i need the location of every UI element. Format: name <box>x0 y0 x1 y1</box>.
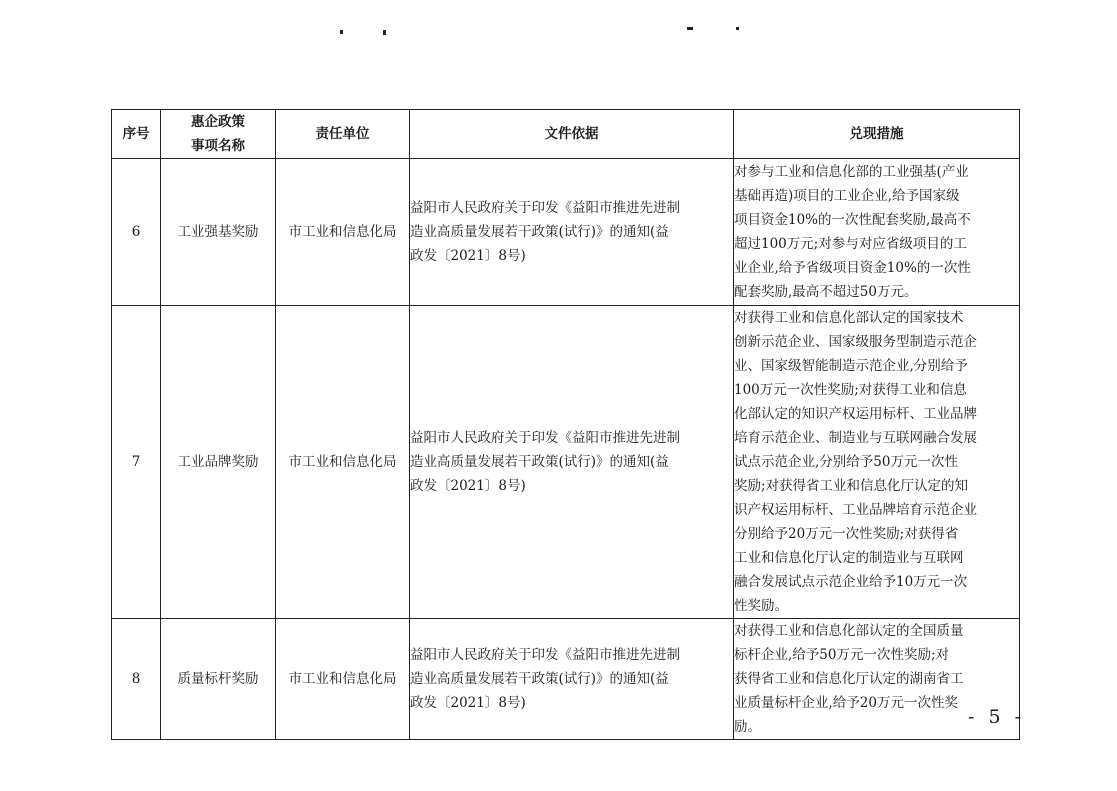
scan-speck <box>383 30 386 35</box>
measure-line: 创新示范企业、国家级服务型制造示范企 <box>734 334 977 350</box>
row-policy-name: 质量标杆奖励 <box>161 619 276 740</box>
header-policy-name-line2: 事项名称 <box>191 138 245 154</box>
row-seq: 6 <box>112 159 161 306</box>
measure-line: 超过100万元;对参与对应省级项目的工 <box>734 236 967 252</box>
measure-line: 标杆企业,给予50万元一次性奖励;对 <box>734 647 950 663</box>
measure-line: 化部认定的知识产权运用标杆、工业品牌 <box>734 406 977 422</box>
scan-speck <box>340 30 343 34</box>
row-policy-name: 工业强基奖励 <box>161 159 276 306</box>
row-measures <box>734 306 1020 619</box>
row-seq: 8 <box>112 619 161 740</box>
row-responsible-unit: 市工业和信息化局 <box>276 159 410 306</box>
table-row <box>112 306 1020 619</box>
measure-line: 培育示范企业、制造业与互联网融合发展 <box>734 430 977 446</box>
row-responsible-unit: 市工业和信息化局 <box>276 619 410 740</box>
row-measures <box>734 159 1020 306</box>
measure-line: 对参与工业和信息化部的工业强基(产业 <box>734 164 969 180</box>
basis-line: 造业高质量发展若干政策(试行)》的通知(益 <box>410 454 669 470</box>
header-document-basis: 文件依据 <box>410 110 734 159</box>
basis-line: 造业高质量发展若干政策(试行)》的通知(益 <box>410 224 669 240</box>
row-responsible-unit: 市工业和信息化局 <box>276 306 410 619</box>
header-responsible-unit: 责任单位 <box>276 110 410 159</box>
basis-line: 造业高质量发展若干政策(试行)》的通知(益 <box>410 671 669 687</box>
measure-line: 业质量标杆企业,给予20万元一次性奖 <box>734 695 958 711</box>
row-document-basis <box>410 619 734 740</box>
measure-line: 分别给予20万元一次性奖励;对获得省 <box>734 526 959 542</box>
measure-line: 获得省工业和信息化厅认定的湖南省工 <box>734 671 964 687</box>
basis-line: 政发〔2021〕8号) <box>410 478 526 494</box>
measure-line: 业、国家级智能制造示范企业,分别给予 <box>734 358 968 374</box>
header-policy-name-line1: 惠企政策 <box>191 114 245 130</box>
table-row <box>112 619 1020 740</box>
basis-line: 益阳市人民政府关于印发《益阳市推进先进制 <box>410 647 680 663</box>
row-document-basis <box>410 159 734 306</box>
row-policy-name: 工业品牌奖励 <box>161 306 276 619</box>
measure-line: 励。 <box>734 719 761 735</box>
measure-line: 工业和信息化厅认定的制造业与互联网 <box>734 550 964 566</box>
scan-speck <box>687 27 693 30</box>
measure-line: 试点示范企业,分别给予50万元一次性 <box>734 454 958 470</box>
measure-line: 融合发展试点示范企业给予10万元一次 <box>734 574 968 590</box>
measure-line: 业企业,给予省级项目资金10%的一次性 <box>734 260 971 276</box>
scan-speck <box>736 27 739 30</box>
policy-table <box>111 109 1020 740</box>
measure-line: 100万元一次性奖励;对获得工业和信息 <box>734 382 967 398</box>
page-number: - 5 - <box>968 706 1026 728</box>
row-seq: 7 <box>112 306 161 619</box>
header-seq: 序号 <box>112 110 161 159</box>
basis-line: 政发〔2021〕8号) <box>410 248 526 264</box>
row-document-basis <box>410 306 734 619</box>
basis-line: 益阳市人民政府关于印发《益阳市推进先进制 <box>410 200 680 216</box>
measure-line: 对获得工业和信息化部认定的国家技术 <box>734 310 964 326</box>
header-policy-name <box>161 110 276 159</box>
measure-line: 奖励;对获得省工业和信息化厅认定的知 <box>734 478 969 494</box>
measure-line: 识产权运用标杆、工业品牌培育示范企业 <box>734 502 977 518</box>
header-measures: 兑现措施 <box>734 110 1020 159</box>
measure-line: 项目资金10%的一次性配套奖励,最高不 <box>734 212 971 228</box>
measure-line: 配套奖励,最高不超过50万元。 <box>734 284 918 300</box>
measure-line: 性奖励。 <box>734 598 788 614</box>
basis-line: 政发〔2021〕8号) <box>410 695 526 711</box>
table-header-row <box>112 110 1020 159</box>
measure-line: 对获得工业和信息化部认定的全国质量 <box>734 623 964 639</box>
table-row <box>112 159 1020 306</box>
basis-line: 益阳市人民政府关于印发《益阳市推进先进制 <box>410 430 680 446</box>
measure-line: 基础再造)项目的工业企业,给予国家级 <box>734 188 960 204</box>
